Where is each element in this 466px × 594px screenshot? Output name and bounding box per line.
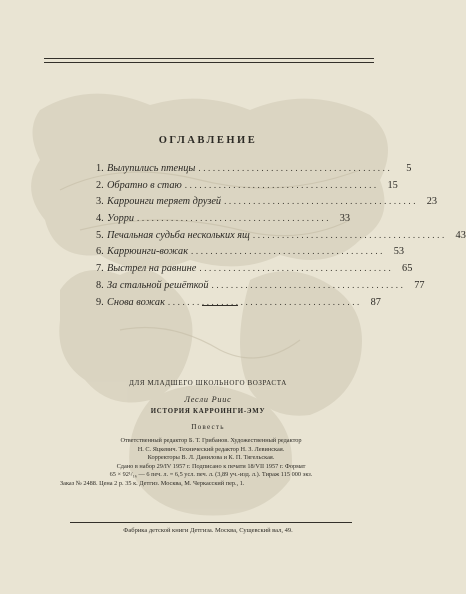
toc-entry[interactable] [96,179,398,197]
toc-entry[interactable] [96,213,351,230]
top-rule [44,58,374,59]
toc-entry-number: 5. [96,229,104,241]
toc-leader-dots: ........................................ [184,179,379,190]
toc-entry[interactable] [96,279,425,297]
toc-entry-page: 33 [339,213,351,225]
toc-entry-number: 6. [96,246,104,258]
table-of-contents [96,163,466,313]
toc-leader-dots: ........................................ [224,196,419,207]
toc-entry-title: Печальная судьба нескольких ящ [107,229,250,241]
toc-entry-number: 9. [96,296,104,308]
toc-entry[interactable] [96,246,405,263]
toc-entry-page: 53 [393,246,405,258]
toc-leader-dots: ........................................ [167,296,362,307]
toc-leader-dots: ........................................ [137,213,332,224]
toc-entry-title: Выстрел на равнине [107,263,197,275]
author-name: Лесли Риис [184,395,232,404]
toc-entry[interactable] [96,163,412,180]
toc-leader-dots: ........................................ [199,263,394,274]
toc-entry-page: 43 [455,229,466,241]
toc-entry-number: 4. [96,213,104,225]
toc-entry-title: Карроинги теряет друзей [107,196,222,208]
credits-line: Ответственный редактор Б. Т. Грибанов. Художественный редактор [120,437,302,444]
toc-entry-title: Снова вожак [107,296,165,308]
credits-line: 65 × 92¹/₁₆ — 6 печ. л. = 6,5 усл. печ. л. (3,89 уч.-изд. л.). Тираж 115 000 экз. [109,471,313,479]
toc-entry-page: 77 [414,279,425,291]
toc-entry[interactable] [96,196,438,213]
toc-entry[interactable] [96,263,413,280]
toc-entry-number: 8. [96,279,104,291]
age-group-label: ДЛЯ МЛАДШЕГО ШКОЛЬНОГО ВОЗРАСТА [129,379,287,387]
imprint-rule [70,522,352,523]
toc-entry-page: 87 [370,296,381,308]
section-divider [202,305,238,306]
toc-entry-page: 15 [387,179,398,191]
credits-line: Сдано в набор 29/IV 1957 г. Подписано к печати 18/VII 1957 г. Формат [116,462,306,470]
toc-entry-title: Каррюинги-вожак [107,246,189,258]
toc-leader-dots: ........................................ [191,246,386,257]
book-title: ИСТОРИЯ КАРРОИНГИ-ЭМУ [150,408,266,415]
toc-entry-page: 5 [406,163,412,174]
toc-leader-dots: ........................................ [252,229,447,240]
toc-entry-page: 23 [426,196,438,208]
toc-entry-number: 7. [96,263,104,275]
publication-credits [60,437,362,489]
toc-entry-title: Обратно в стаю [107,179,182,191]
toc-leader-dots: ........................................ [198,163,393,173]
toc-entry-number: 2. [96,179,104,191]
top-rule-thin [44,62,374,63]
toc-entry-title: Вылупились птенцы [107,163,196,174]
genre-label: Повесть [191,423,225,431]
toc-title: ОГЛАВЛЕНИЕ [158,135,258,146]
toc-entry-number: 3. [96,196,104,208]
credits-line: Заказ № 2488. Цена 2 р. 35 к. Детгиз. Москва, М. Черкасский пер., 1. [60,479,245,487]
toc-entry[interactable] [96,229,466,247]
toc-leader-dots: ........................................ [211,279,406,290]
credits-line: Корректоры В. Л. Данилова и К. П. Тягельская. [147,454,275,462]
toc-entry-page: 65 [402,263,413,275]
toc-entry-title: Уорри [107,213,135,225]
toc-entry-number: 1. [96,163,104,174]
toc-entry-title: За стальной решёткой [107,279,209,291]
printer-address: Фабрика детской книги Детгиза. Москва, Сущевский вал, 49. [123,527,293,534]
credits-line: Н. С. Яцкевич. Технический редактор Н. З. Левинская. [137,445,285,453]
